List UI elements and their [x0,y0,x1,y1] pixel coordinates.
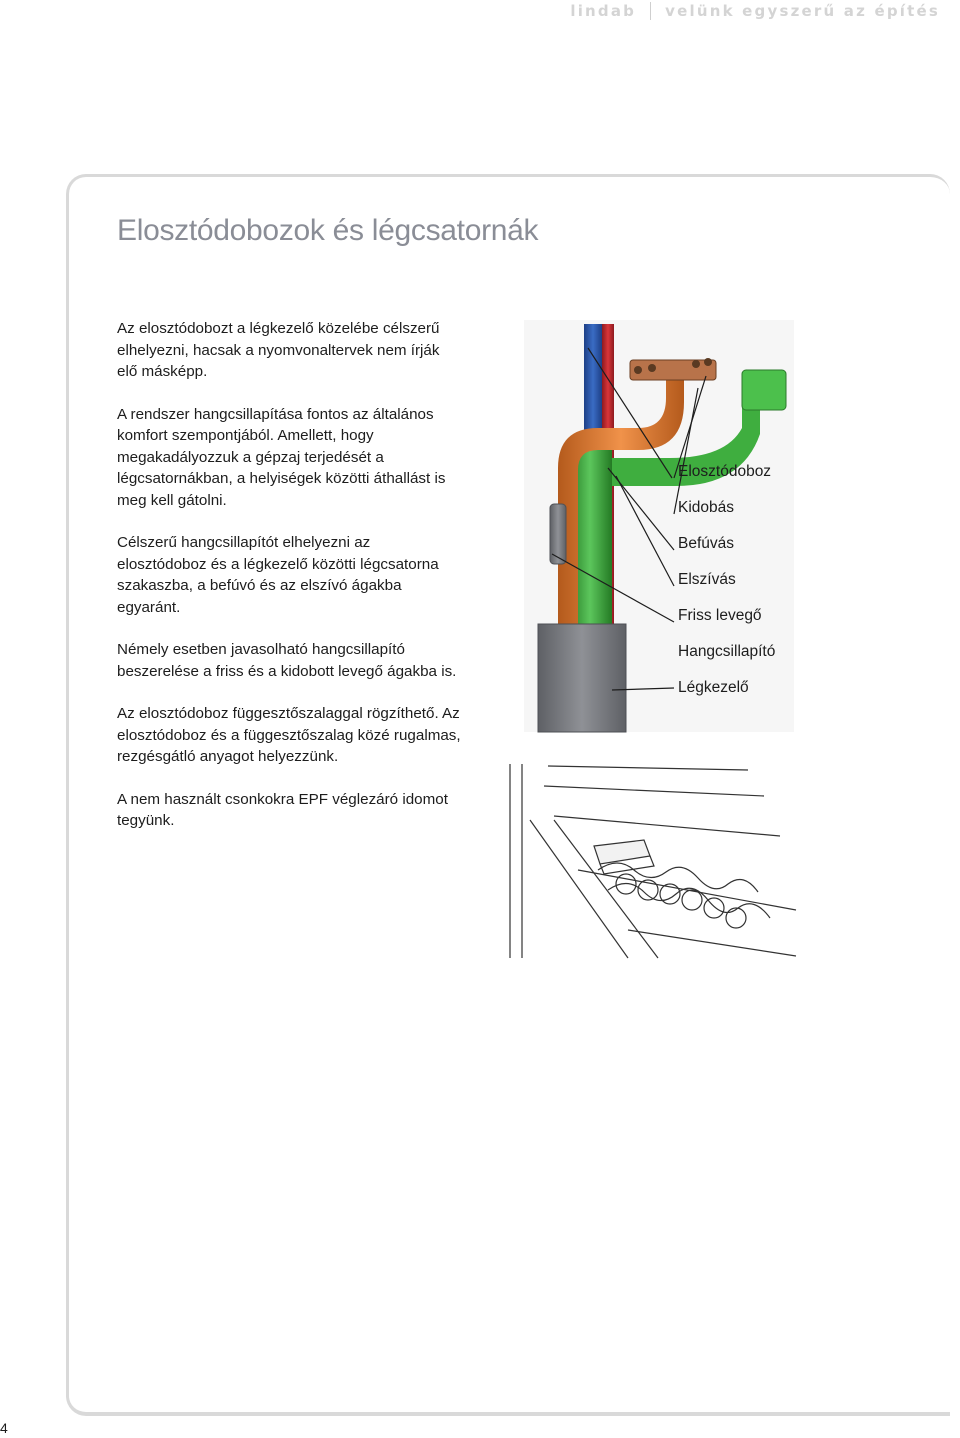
label-air-handler: Légkezelő [678,679,749,696]
extract-duct-horizontal [612,458,676,486]
ceiling-beam [548,766,748,770]
brand-name: lindab [570,2,637,20]
label-extract: Elszívás [678,571,736,588]
page-number: 4 [0,1420,8,1436]
paragraph-placement: Az elosztódobozt a légkezelő közelébe célszerű elhelyezni, hacsak a nyomvonaltervek nem írják elő másképp. [117,320,440,380]
label-distribution-box: Elosztódoboz [678,463,772,480]
silencer [550,504,566,564]
label-silencer: Hangcsillapító [678,643,776,660]
duct-system-illustration [520,318,810,738]
paragraph-noise: A rendszer hangcsillapítása fontos az általános komfort szempontjából. Amellett, hogy megakadályozzuk a gépzaj terjedését a légcsatornákban, a helyiségek közötti áthallást is meg kell gátolni. [117,405,446,509]
distribution-box-suspended [594,840,650,864]
label-supply: Befúvás [678,535,735,552]
paragraph-fresh-air: Némely esetben javasolható hangcsillapító beszerelése a friss és a kidobott levegő ágakba is. [117,641,457,680]
paragraph-suspension: Az elosztódoboz függesztőszalaggal rögzíthető. Az elosztódoboz és a függesztőszalag közé rugalmas, rezgésgátló anyagot helyezzünk. [117,705,461,765]
header-divider [650,2,651,20]
page-title: Elosztódobozok és légcsatornák [117,214,539,247]
page-header [570,0,940,22]
ceiling-beam [554,816,780,836]
ceiling-beam [544,786,764,796]
ceiling-beam [578,870,796,910]
label-fresh-air: Friss levegő [678,607,762,624]
label-exhaust-out: Kidobás [678,499,735,516]
green-connector [742,370,786,410]
paragraph-silencer: Célszerű hangcsillapítót elhelyezni az elosztódoboz és a légkezelő közötti légcsatorna szakaszba, a befúvó és az elszívó ágakba egyaránt. [117,534,439,616]
distribution-box [630,360,716,380]
body-text [117,318,462,853]
brand-tagline: velünk egyszerű az építés [665,2,940,20]
paragraph-end-caps: A nem használt csonkokra EPF véglezáró idomot tegyünk. [117,790,448,829]
suspension-illustration [508,760,798,960]
air-handler [538,624,626,732]
